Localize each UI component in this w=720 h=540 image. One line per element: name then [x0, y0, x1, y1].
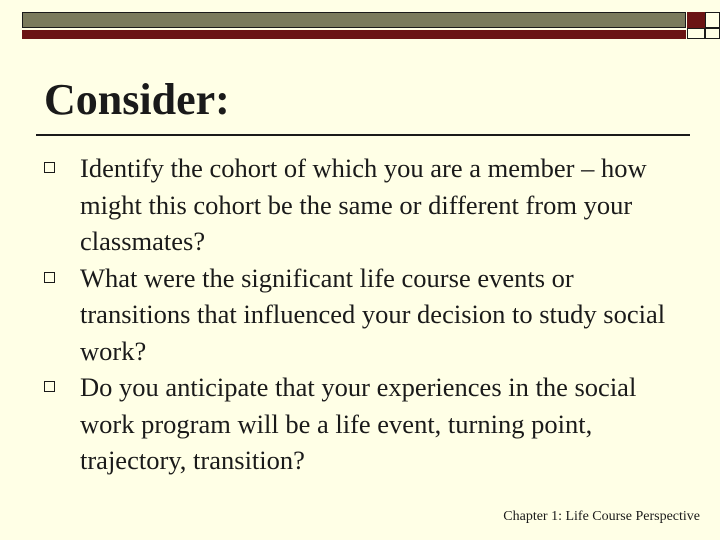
- bullet-text: Identify the cohort of which you are a member – how might this cohort be the same or different from your classmates?: [80, 153, 647, 256]
- hollow-square-bullet-icon: [44, 272, 55, 283]
- corner-square-maroon: [687, 12, 705, 28]
- bullet-text: What were the significant life course events or transitions that influenced your decision to study social work?: [80, 262, 666, 366]
- bullet-item: [40, 260, 690, 370]
- bullet-text: Do you anticipate that your experiences in the social work program will be a life event, turning point, trajectory, transition?: [80, 372, 637, 475]
- corner-square-outline: [687, 28, 705, 39]
- header-bar-maroon: [22, 30, 686, 39]
- hollow-square-bullet-icon: [44, 381, 55, 392]
- bullet-item: [40, 150, 690, 260]
- corner-square-outline: [705, 28, 720, 39]
- bullet-item: [40, 369, 690, 479]
- header-bar-olive: [22, 12, 686, 28]
- bullet-list: [40, 150, 690, 479]
- corner-square-outline: [705, 12, 720, 28]
- title-underline: [36, 134, 690, 136]
- slide-title: Consider:: [44, 75, 230, 124]
- hollow-square-bullet-icon: [44, 162, 55, 173]
- slide-footer: Chapter 1: Life Course Perspective: [503, 509, 700, 524]
